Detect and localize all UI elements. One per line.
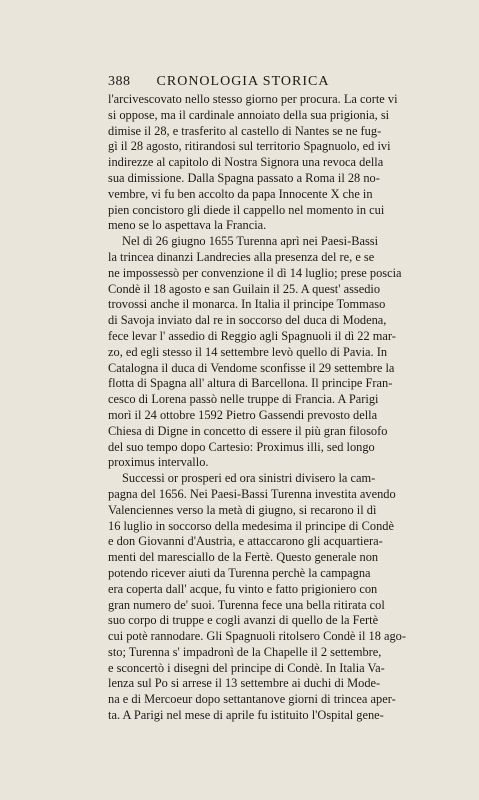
text-line: sua dimissione. Dalla Spagna passato a Roma il 28 no- — [108, 170, 380, 185]
text-line: potendo ricever aiuti da Turenna perchè la campagna — [108, 565, 371, 580]
page-number: 388 — [108, 74, 131, 89]
text-line: ne impossessò per convenzione il dì 14 luglio; prese poscia — [108, 265, 402, 280]
text-line: cui potè rannodare. Gli Spagnuoli ritolsero Condè il 18 ago- — [108, 629, 406, 644]
text-line: Successi or prosperi ed ora sinistri divisero la cam- — [122, 471, 376, 486]
text-line: suo corpo di truppe e cogli avanzi di quello de la Fertè — [108, 613, 379, 628]
text-line: Nel dì 26 giugno 1655 Turenna aprì nei Paesi-Bassi — [122, 234, 379, 249]
page-header — [108, 72, 378, 92]
text-line: na e di Mercoeur dopo settantanove giorni di trincea aper- — [108, 692, 396, 707]
text-line: si oppose, ma il cardinale annoiato della sua prigionia, si — [108, 107, 390, 122]
running-title: CRONOLOGIA STORICA — [156, 74, 330, 89]
text-line: trovossi anche il monarca. In Italia il principe Tommaso — [108, 297, 386, 312]
text-line: Condè il 18 agosto e san Guilain il 25. A quest' assedio — [108, 281, 381, 296]
text-line: 16 luglio in soccorso della medesima il principe di Condè — [108, 518, 394, 533]
text-line: di Savoja inviato dal re in soccorso del duca di Modena, — [108, 313, 387, 328]
text-line: indirezze al capitolo di Nostra Signora una revoca della — [108, 155, 384, 170]
text-line: menti del maresciallo de la Fertè. Questo generale non — [108, 550, 379, 565]
body-text — [108, 92, 406, 724]
text-line: zo, ed egli stesso il 14 settembre levò quello di Pavia. In — [108, 344, 388, 359]
text-line: Valenciennes verso la metà di giugno, si recarono il dì — [108, 502, 377, 517]
text-line: e sconcertò i disegni del principe di Condè. In Italia Va- — [108, 660, 385, 675]
text-line: gran numero de' suoi. Turenna fece una bella ritirata col — [108, 597, 385, 612]
text-line: meno se lo aspettava la Francia. — [108, 218, 267, 233]
text-line: lenza sul Po si arrese il 13 settembre ai duchi di Mode- — [108, 676, 381, 691]
text-line: fece levar l' assedio di Reggio agli Spagnuoli il dì 22 mar- — [108, 328, 396, 343]
text-line: era coperta dall' acque, fu vinto e fatto prigioniero con — [108, 581, 378, 596]
text-line: la trincea dinanzi Landrecies alla presenza del re, e se — [108, 249, 375, 264]
text-line: ta. A Parigi nel mese di aprile fu istituito l'Ospital gene- — [108, 708, 384, 723]
text-line: Chiesa di Digne in concetto di essere il più gran filosofo — [108, 423, 388, 438]
text-line: morì il 24 ottobre 1592 Pietro Gassendi prevosto della — [108, 407, 378, 422]
text-line: flotta di Spagna all' altura di Barcellona. Il principe Fran- — [108, 376, 393, 391]
text-line: vembre, vi fu ben accolto da papa Innocente X che in — [108, 186, 373, 201]
text-line: pien concistoro gli diede il cappello nel momento in cui — [108, 202, 385, 217]
text-line: pagna del 1656. Nei Paesi-Bassi Turenna investita avendo — [108, 486, 396, 501]
text-line: dimise il 28, e trasferito al castello di Nantes se ne fug- — [108, 123, 382, 138]
text-line: Catalogna il duca di Vendome sconfisse il 29 settembre la — [108, 360, 395, 375]
text-line: e don Giovanni d'Austria, e attaccarono gli acquartiera- — [108, 534, 383, 549]
text-line: cesco di Lorena passò nelle truppe di Francia. A Parigi — [108, 392, 379, 407]
text-line: sto; Turenna s' impadronì de la Chapelle il 2 settembre, — [108, 644, 382, 659]
text-line: del suo tempo dopo Cartesio: Proximus illi, sed longo — [108, 439, 375, 454]
text-line: l'arcivescovato nello stesso giorno per procura. La corte vi — [108, 92, 398, 106]
text-line: proximus intervallo. — [108, 455, 209, 470]
text-line: gì il 28 agosto, ritirandosi sul territorio Spagnuolo, ed ivi — [108, 139, 391, 154]
